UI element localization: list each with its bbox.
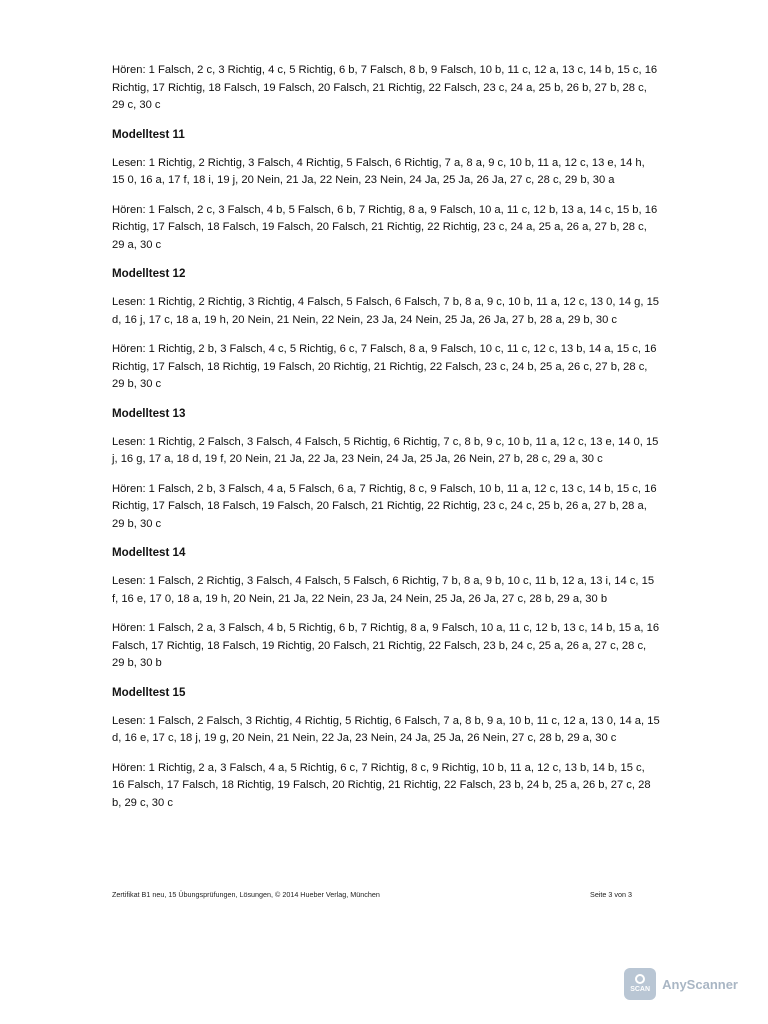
lesen-answers-13: Lesen: 1 Richtig, 2 Falsch, 3 Falsch, 4 Falsch, 5 Richtig, 6 Richtig, 7 c, 8 b, 9 c, 10 b, 11 a, 12 c, 13 e, 14 0, 15 j, 16 g, 17 a, 18 d, 19 f, 20 Nein, 21 Ja, 22 Ja, 23 Nein, 24 Ja, 25 Ja, 26 Nein, 27 b, 28 c, 29 a, 30 c xyxy=(112,435,659,465)
heading-modelltest-13: Modelltest 13 xyxy=(112,406,186,420)
page-footer xyxy=(112,890,632,899)
heading-modelltest-11: Modelltest 11 xyxy=(112,127,185,141)
heading-modelltest-12: Modelltest 12 xyxy=(112,267,186,280)
watermark-logo-text: SCAN xyxy=(630,986,651,993)
footer-copyright: Zertifikat B1 neu, 15 Übungsprüfungen, Lösungen, © 2014 Hueber Verlag, München xyxy=(112,890,380,899)
hoeren-answers-15: Hören: 1 Richtig, 2 a, 3 Falsch, 4 a, 5 Richtig, 6 c, 7 Richtig, 8 c, 9 Richtig, 10 b, 11 a, 12 c, 13 b, 14 b, 15 c, 16 Falsch, 17 Falsch, 18 Richtig, 19 Falsch, 20 Richtig, 21 Richtig, 22 Falsch, 23 b, 24 b, 25 a, 26 b, 27 c, 28 b, 29 c, 30 c xyxy=(112,761,651,809)
heading-modelltest-15: Modelltest 15 xyxy=(112,685,186,699)
answer-key-content xyxy=(112,62,660,824)
watermark-brand: AnyScanner xyxy=(662,976,738,992)
hoeren-answers-13: Hören: 1 Falsch, 2 b, 3 Falsch, 4 a, 5 Falsch, 6 a, 7 Richtig, 8 c, 9 Falsch, 10 b, 11 a, 12 c, 13 c, 14 b, 15 c, 16 Richtig, 17 Falsch, 18 Falsch, 19 Falsch, 20 Falsch, 21 Richtig, 22 Richtig, 23 c, 24 c, 25 b, 26 a, 27 b, 28 a, 29 b, 30 c xyxy=(112,482,657,530)
lesen-answers-15: Lesen: 1 Falsch, 2 Falsch, 3 Richtig, 4 Richtig, 5 Richtig, 6 Falsch, 7 a, 8 b, 9 a, 10 b, 11 c, 12 a, 13 0, 14 a, 15 d, 16 e, 17 c, 18 j, 19 g, 20 Nein, 21 Nein, 22 Ja, 23 Nein, 24 Ja, 25 Ja, 26 Nein, 27 c, 28 b, 29 a, 30 c xyxy=(112,714,660,744)
hoeren-answers-12: Hören: 1 Richtig, 2 b, 3 Falsch, 4 c, 5 Richtig, 6 c, 7 Falsch, 8 a, 9 Falsch, 10 c, 11 c, 12 c, 13 b, 14 a, 15 c, 16 Richtig, 17 Falsch, 18 Richtig, 19 Falsch, 20 Richtig, 21 Richtig, 22 Falsch, 23 c, 24 b, 25 a, 26 c, 27 b, 28 c, 29 b, 30 c xyxy=(112,343,657,390)
lesen-answers-14: Lesen: 1 Falsch, 2 Richtig, 3 Falsch, 4 Falsch, 5 Falsch, 6 Richtig, 7 b, 8 a, 9 b, 10 c, 11 b, 12 a, 13 i, 14 c, 15 f, 16 e, 17 0, 18 a, 19 h, 20 Nein, 21 Ja, 22 Nein, 23 Ja, 24 Nein, 25 Ja, 26 Ja, 27 c, 28 b, 29 a, 30 b xyxy=(112,575,655,605)
lesen-answers-12: Lesen: 1 Richtig, 2 Richtig, 3 Richtig, 4 Falsch, 5 Falsch, 6 Falsch, 7 b, 8 a, 9 c, 10 b, 11 a, 12 c, 13 0, 14 g, 15 d, 16 j, 17 c, 18 a, 19 h, 20 Nein, 21 Nein, 22 Nein, 23 Ja, 24 Nein, 25 Ja, 26 Ja, 27 b, 28 a, 29 b, 30 c xyxy=(112,296,660,326)
footer-page-number: Seite 3 von 3 xyxy=(590,890,632,899)
hoeren-answers-10: Hören: 1 Falsch, 2 c, 3 Richtig, 4 c, 5 Richtig, 6 b, 7 Falsch, 8 b, 9 Falsch, 10 b, 11 c, 12 a, 13 c, 14 b, 15 c, 16 Richtig, 17 Richtig, 18 Falsch, 19 Falsch, 20 Falsch, 21 Richtig, 22 Falsch, 23 c, 24 a, 25 b, 26 b, 27 b, 28 c, 29 c, 30 c xyxy=(112,64,658,111)
scanner-watermark xyxy=(624,968,738,1000)
heading-modelltest-14: Modelltest 14 xyxy=(112,546,186,559)
camera-lens-icon xyxy=(624,968,656,1000)
hoeren-answers-14: Hören: 1 Falsch, 2 a, 3 Falsch, 4 b, 5 Richtig, 6 b, 7 Richtig, 8 a, 9 Falsch, 10 a, 11 c, 12 b, 13 c, 14 b, 15 a, 16 Falsch, 17 Richtig, 18 Falsch, 19 Richtig, 20 Falsch, 21 Richtig, 22 Falsch, 23 b, 24 c, 25 a, 26 a, 27 c, 28 c, 29 b, 30 b xyxy=(112,622,660,669)
lesen-answers-11: Lesen: 1 Richtig, 2 Richtig, 3 Falsch, 4 Richtig, 5 Falsch, 6 Richtig, 7 a, 8 a, 9 c, 10 b, 11 a, 12 c, 13 e, 14 h, 15 0, 16 a, 17 f, 18 i, 19 j, 20 Nein, 21 Ja, 22 Nein, 23 Nein, 24 Ja, 25 Ja, 26 Ja, 27 c, 28 c, 29 b, 30 a xyxy=(112,156,645,186)
hoeren-answers-11: Hören: 1 Falsch, 2 c, 3 Falsch, 4 b, 5 Falsch, 6 b, 7 Richtig, 8 a, 9 Falsch, 10 a, 11 c, 12 b, 13 a, 14 c, 15 b, 16 Richtig, 17 Falsch, 18 Falsch, 19 Falsch, 20 Falsch, 21 Richtig, 22 Richtig, 23 c, 24 a, 25 a, 26 a, 27 b, 28 c, 29 a, 30 c xyxy=(112,203,658,251)
